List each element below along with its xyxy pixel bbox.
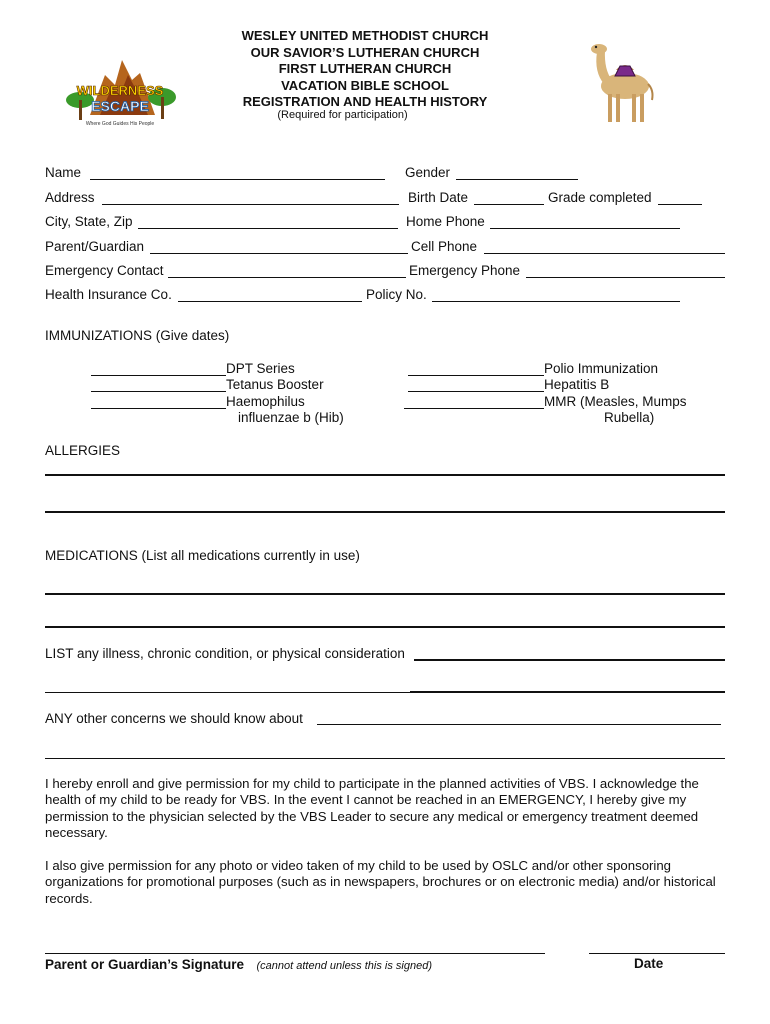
- name-label: Name: [45, 165, 82, 180]
- concerns-field[interactable]: [317, 724, 721, 725]
- immunization-label: Rubella): [604, 410, 655, 425]
- subtitle: (Required for participation): [277, 109, 408, 121]
- title-line: REGISTRATION AND HEALTH HISTORY: [242, 94, 488, 110]
- emergency-phone-label: Emergency Phone: [409, 263, 521, 278]
- immunization-label: influenzae b (Hib): [238, 410, 344, 425]
- immunizations-heading: IMMUNIZATIONS (Give dates): [45, 328, 230, 343]
- consent-paragraph-2: I also give permission for any photo or video taken of my child to be used by OSLC and/or other sponsoring organizations for promotional purposes (such as in newspapers, brochures or on electronic media) and/or historical records.: [45, 858, 716, 906]
- title-line: FIRST LUTHERAN CHURCH: [278, 61, 452, 77]
- signature-note: (cannot attend unless this is signed): [256, 960, 432, 972]
- gender-field[interactable]: [456, 179, 578, 180]
- medications-label: MEDICATIONS (List all medications currently in use): [45, 548, 360, 563]
- parent-guardian-field[interactable]: [150, 253, 408, 254]
- page-title: [190, 28, 540, 111]
- hepatitis-b-date-field[interactable]: [408, 391, 544, 392]
- allergies-line-2[interactable]: [45, 511, 725, 513]
- health-insurance-label: Health Insurance Co.: [45, 287, 172, 302]
- illness-field[interactable]: [414, 659, 725, 661]
- illness-line-2b[interactable]: [410, 691, 725, 693]
- birth-date-field[interactable]: [474, 204, 544, 205]
- policy-no-label: Policy No.: [366, 287, 427, 302]
- immunization-label: Tetanus Booster: [226, 377, 324, 392]
- gender-label: Gender: [405, 165, 451, 180]
- home-phone-field[interactable]: [490, 228, 680, 229]
- immunization-label: MMR (Measles, Mumps: [544, 394, 687, 409]
- parent-guardian-label: Parent/Guardian: [45, 239, 145, 254]
- logo-line2: ESCAPE: [91, 98, 149, 114]
- name-field[interactable]: [90, 179, 385, 180]
- dpt-date-field[interactable]: [91, 375, 226, 376]
- grade-completed-field[interactable]: [658, 204, 702, 205]
- policy-no-field[interactable]: [432, 301, 680, 302]
- allergies-label: ALLERGIES: [45, 443, 121, 458]
- tetanus-date-field[interactable]: [91, 391, 226, 392]
- signature-label: Parent or Guardian’s Signature: [45, 957, 245, 972]
- signature-field[interactable]: [45, 953, 545, 954]
- date-field[interactable]: [589, 953, 725, 954]
- cell-phone-label: Cell Phone: [411, 239, 478, 254]
- camel-icon: [580, 38, 660, 128]
- signature-caption: [45, 956, 432, 974]
- city-state-zip-label: City, State, Zip: [45, 214, 133, 229]
- date-label: Date: [634, 956, 664, 971]
- health-insurance-field[interactable]: [178, 301, 362, 302]
- emergency-phone-field[interactable]: [526, 277, 725, 278]
- logo-tagline: Where God Guides His People: [85, 121, 155, 127]
- city-state-zip-field[interactable]: [138, 228, 398, 229]
- birth-date-label: Birth Date: [408, 190, 469, 205]
- illness-line-2a[interactable]: [45, 692, 410, 693]
- immunization-label: Polio Immunization: [544, 361, 659, 376]
- consent-paragraph-1: I hereby enroll and give permission for my child to participate in the planned activities of VBS. I acknowledge the health of my child to be ready for VBS. In the event I cannot be reached in an EMERGENCY, I hereby give my permission to the physician selected by the VBS Leader to secure any medical or emergency treatment deemed necessary.: [45, 776, 699, 841]
- home-phone-label: Home Phone: [406, 214, 485, 229]
- address-field[interactable]: [102, 204, 399, 205]
- wilderness-escape-logo: [60, 45, 180, 133]
- allergies-line-1[interactable]: [45, 474, 725, 476]
- illness-label: LIST any illness, chronic condition, or physical consideration: [45, 646, 405, 661]
- title-line: WESLEY UNITED METHODIST CHURCH: [241, 28, 489, 43]
- title-line: OUR SAVIOR’S LUTHERAN CHURCH: [250, 44, 480, 60]
- cell-phone-field[interactable]: [484, 253, 725, 254]
- concerns-label: ANY other concerns we should know about: [45, 711, 303, 726]
- medications-line-1[interactable]: [45, 593, 725, 595]
- mmr-date-field[interactable]: [404, 408, 544, 409]
- grade-completed-label: Grade completed: [548, 190, 652, 205]
- immunization-label: Haemophilus: [226, 394, 305, 409]
- logo-line1: WILDERNESS: [76, 83, 164, 98]
- emergency-contact-field[interactable]: [168, 277, 406, 278]
- address-label: Address: [45, 190, 95, 205]
- polio-date-field[interactable]: [408, 375, 544, 376]
- immunization-label: DPT Series: [226, 361, 295, 376]
- emergency-contact-label: Emergency Contact: [45, 263, 164, 278]
- hib-date-field[interactable]: [91, 408, 226, 409]
- concerns-line-2[interactable]: [45, 758, 725, 759]
- title-line: VACATION BIBLE SCHOOL: [281, 77, 449, 93]
- immunization-label: Hepatitis B: [544, 377, 610, 392]
- medications-line-2[interactable]: [45, 626, 725, 628]
